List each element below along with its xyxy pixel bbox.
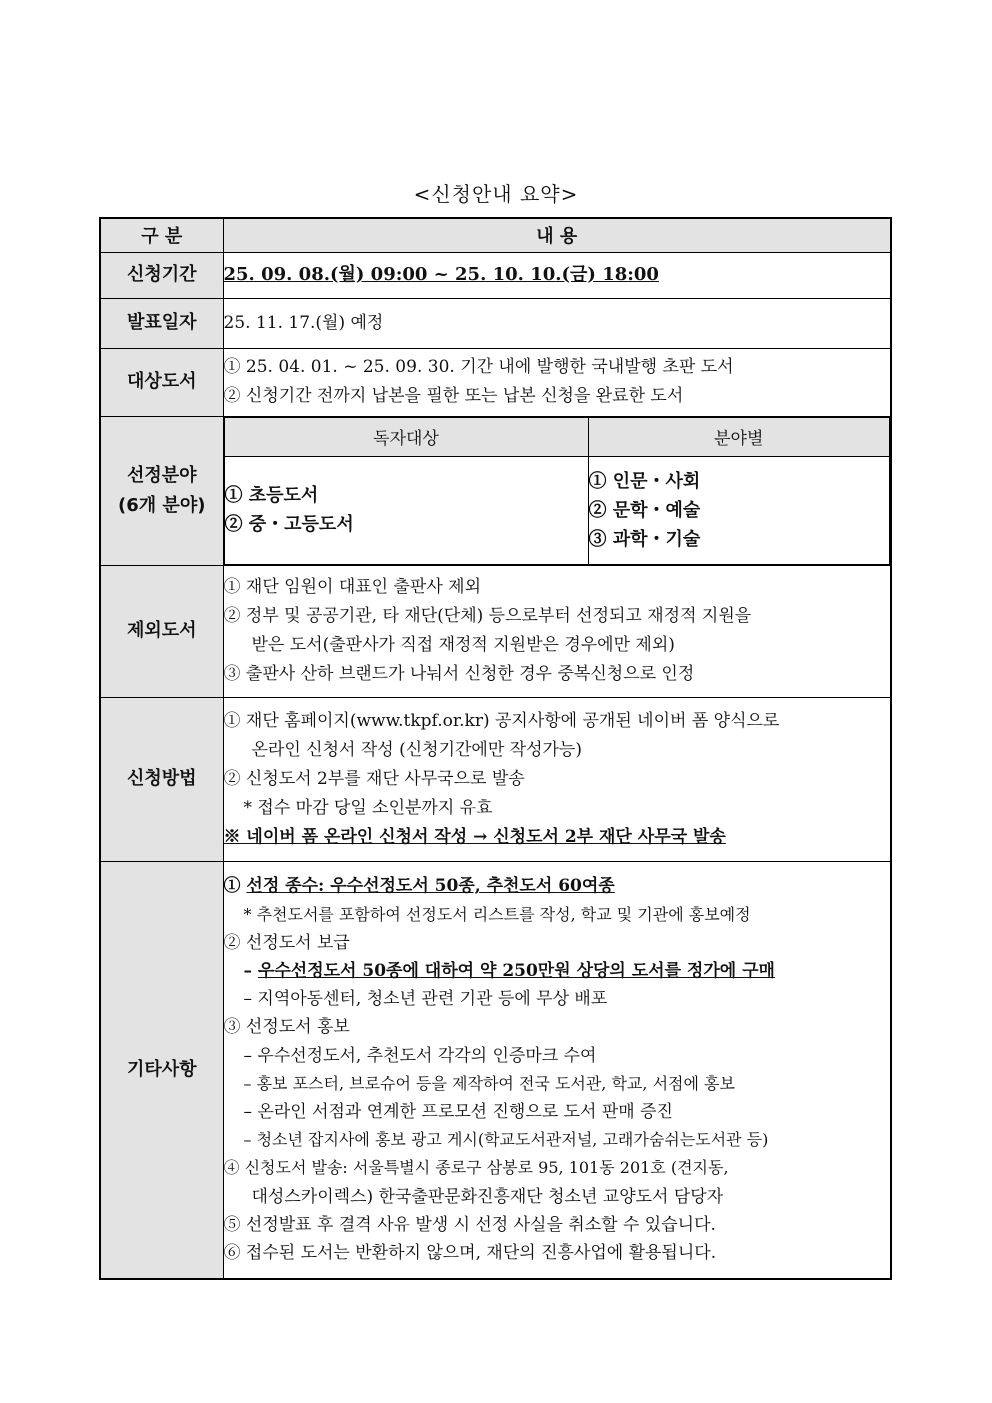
excluded-line-3: 받은 도서(출판사가 직접 재정적 지원받은 경우에만 제외) — [251, 635, 675, 655]
etc-line-12: 대성스카이렉스) 한국출판문화진흥재단 청소년 교양도서 담당자 — [251, 1186, 724, 1207]
header-category: 구 분 — [100, 218, 223, 252]
label-fields-line-2: (6개 분야) — [118, 494, 206, 516]
reader-item-2: ② 중・고등도서 — [224, 514, 354, 535]
row-fields — [100, 416, 891, 565]
target-line-2: ② 신청기간 전까지 납본을 필한 또는 납본 신청을 완료한 도서 — [223, 386, 684, 406]
label-fields-line-1: 선정분야 — [126, 464, 197, 486]
excluded-line-1: ① 재단 임원이 대표인 출판사 제외 — [223, 577, 482, 597]
etc-line-9: – 온라인 서점과 연계한 프로모션 진행으로 도서 판매 증진 — [243, 1101, 673, 1122]
fields-subtable — [224, 417, 891, 565]
etc-line-3: ② 선정도서 보급 — [223, 932, 350, 953]
label-etc: 기타사항 — [100, 861, 223, 1279]
etc-line-4 — [224, 957, 891, 985]
reader-item-1: ① 초등도서 — [224, 485, 319, 506]
method-line-1: ① 재단 홈페이지(www.tkpf.or.kr) 공지사항에 공개된 네이버 폼 양식으로 — [223, 710, 780, 731]
field-item-1: ① 인문・사회 — [588, 470, 701, 492]
etc-line-1-text: 선정 종수: 우수선정도서 50종, 추천도서 60여종 — [246, 876, 615, 897]
method-line-3: ② 신청도서 2부를 재단 사무국으로 발송 — [223, 768, 525, 789]
label-period: 신청기간 — [100, 252, 223, 298]
label-fields — [100, 416, 223, 565]
etc-line-14: ⑥ 접수된 도서는 반환하지 않으며, 재단의 진흥사업에 활용됩니다. — [223, 1242, 717, 1263]
header-content: 내 용 — [223, 218, 891, 252]
row-etc — [100, 861, 891, 1279]
method-line-5: ※ 네이버 폼 온라인 신청서 작성 → 신청도서 2부 재단 사무국 발송 — [223, 826, 726, 847]
etc-line-4-dash: – — [243, 960, 258, 981]
label-method: 신청방법 — [100, 697, 223, 861]
row-excluded — [100, 565, 891, 697]
etc-line-7: – 우수선정도서, 추천도서 각각의 인증마크 수여 — [243, 1045, 597, 1066]
etc-line-1-num: ① — [223, 876, 247, 897]
etc-line-11: ④ 신청도서 발송: 서울특별시 종로구 삼봉로 95, 101동 201호 (견지동, — [223, 1158, 729, 1178]
summary-table — [99, 217, 892, 1280]
field-item-3: ③ 과학・기술 — [588, 528, 701, 550]
subheader-field: 분야별 — [588, 417, 890, 456]
method-line-4: * 접수 마감 당일 소인분까지 유효 — [243, 797, 493, 818]
etc-line-10: – 청소년 잡지사에 홍보 광고 게시(학교도서관저널, 고래가숨쉬는도서관 등) — [243, 1130, 769, 1150]
row-method — [100, 697, 891, 861]
field-item-2: ② 문학・예술 — [588, 499, 701, 521]
target-line-1: ① 25. 04. 01. ~ 25. 09. 30. 기간 내에 발행한 국내발행 초판 도서 — [223, 357, 734, 377]
table-header-row — [100, 218, 891, 252]
method-line-2: 온라인 신청서 작성 (신청기간에만 작성가능) — [251, 739, 582, 760]
etc-line-1 — [224, 872, 891, 900]
row-target — [100, 348, 891, 416]
subheader-reader: 독자대상 — [224, 417, 588, 456]
excluded-line-2: ② 정부 및 공공기관, 타 재단(단체) 등으로부터 선정되고 재정적 지원을 — [223, 606, 752, 626]
etc-line-5: – 지역아동센터, 청소년 관련 기관 등에 무상 배포 — [243, 989, 608, 1010]
label-target: 대상도서 — [100, 348, 223, 416]
page-title: <신청안내 요약> — [413, 182, 579, 206]
announce-value: 25. 11. 17.(월) 예정 — [223, 298, 891, 348]
row-announce — [100, 298, 891, 348]
etc-line-2: * 추천도서를 포함하여 선정도서 리스트를 작성, 학교 및 기관에 홍보예정 — [243, 904, 751, 924]
etc-line-8: – 홍보 포스터, 브로슈어 등을 제작하여 전국 도서관, 학교, 서점에 홍보 — [243, 1073, 735, 1093]
period-value: 25. 09. 08.(월) 09:00 ~ 25. 10. 10.(금) 18:00 — [223, 264, 659, 285]
label-announce: 발표일자 — [100, 298, 223, 348]
etc-line-4-text: 우수선정도서 50종에 대하여 약 250만원 상당의 도서를 정가에 구매 — [257, 960, 775, 981]
label-excluded: 제외도서 — [100, 565, 223, 697]
row-period — [100, 252, 891, 298]
etc-line-6: ③ 선정도서 홍보 — [223, 1017, 350, 1038]
excluded-line-4: ③ 출판사 산하 브랜드가 나눠서 신청한 경우 중복신청으로 인정 — [223, 664, 695, 684]
etc-line-13: ⑤ 선정발표 후 결격 사유 발생 시 선정 사실을 취소할 수 있습니다. — [223, 1214, 716, 1235]
